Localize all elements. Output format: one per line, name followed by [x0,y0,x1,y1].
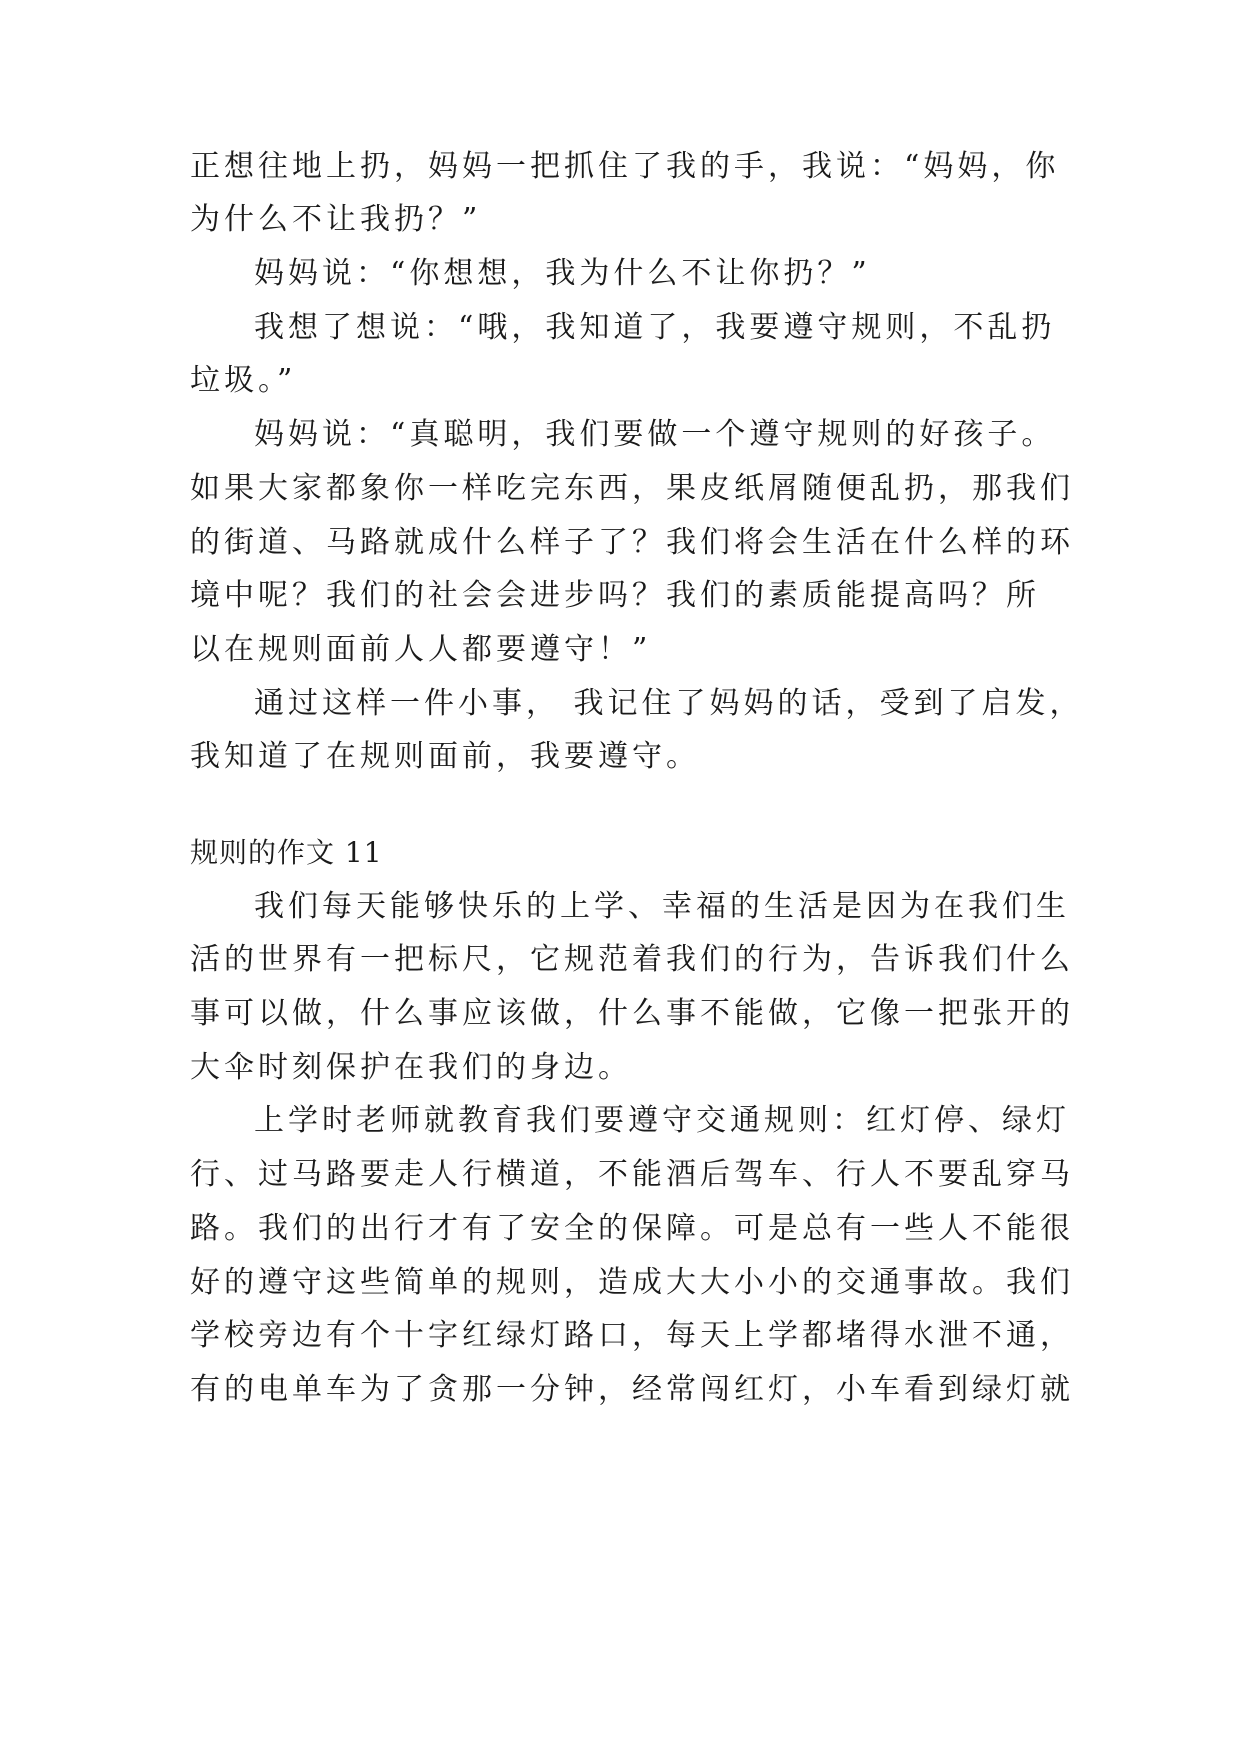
text-line: 的街道、马路就成什么样子了？我们将会生活在什么样的环 [190,525,1074,560]
text-line: 以在规则面前人人都要遵守！” [190,632,652,667]
paragraph-start-line: 妈妈说：“真聪明，我们要做一个遵守规则的好孩子。 [254,417,1056,452]
text-line: 学校旁边有个十字红绿灯路口，每天上学都堵得水泄不通， [190,1318,1074,1353]
paragraph-start-line: 我们每天能够快乐的上学、幸福的生活是因为在我们生 [254,889,1070,924]
text-line: 境中呢？我们的社会会进步吗？我们的素质能提高吗？所 [190,578,1040,613]
text-line: 好的遵守这些简单的规则，造成大大小小的交通事故。我们 [190,1265,1074,1300]
text-line: 行、过马路要走人行横道，不能酒后驾车、行人不要乱穿马 [190,1157,1074,1192]
paragraph-start-line: 通过这样一件小事， 我记住了妈妈的话，受到了启发， [254,686,1084,721]
text-line: 有的电单车为了贪那一分钟，经常闯红灯，小车看到绿灯就 [190,1372,1074,1407]
text-line: 垃圾。” [190,363,297,398]
text-line: 我知道了在规则面前，我要遵守。 [190,739,700,774]
text-line: 事可以做，什么事应该做，什么事不能做，它像一把张开的 [190,996,1074,1031]
text-line: 如果大家都象你一样吃完东西，果皮纸屑随便乱扔，那我们 [190,471,1074,506]
paragraph-start-line: 妈妈说：“你想想，我为什么不让你扔？” [254,256,871,291]
text-line: 大伞时刻保护在我们的身边。 [190,1050,632,1085]
paragraph-start-line: 我想了想说：“哦，我知道了，我要遵守规则，不乱扔 [254,310,1056,345]
text-line: 正想往地上扔，妈妈一把抓住了我的手，我说：“妈妈，你 [190,149,1060,184]
text-line: 为什么不让我扔？” [190,202,482,237]
text-line: 路。我们的出行才有了安全的保障。可是总有一些人不能很 [190,1211,1074,1246]
essay-title: 规则的作文 11 [190,836,383,869]
paragraph-start-line: 上学时老师就教育我们要遵守交通规则：红灯停、绿灯 [254,1103,1070,1138]
text-line: 活的世界有一把标尺，它规范着我们的行为，告诉我们什么 [190,942,1074,977]
